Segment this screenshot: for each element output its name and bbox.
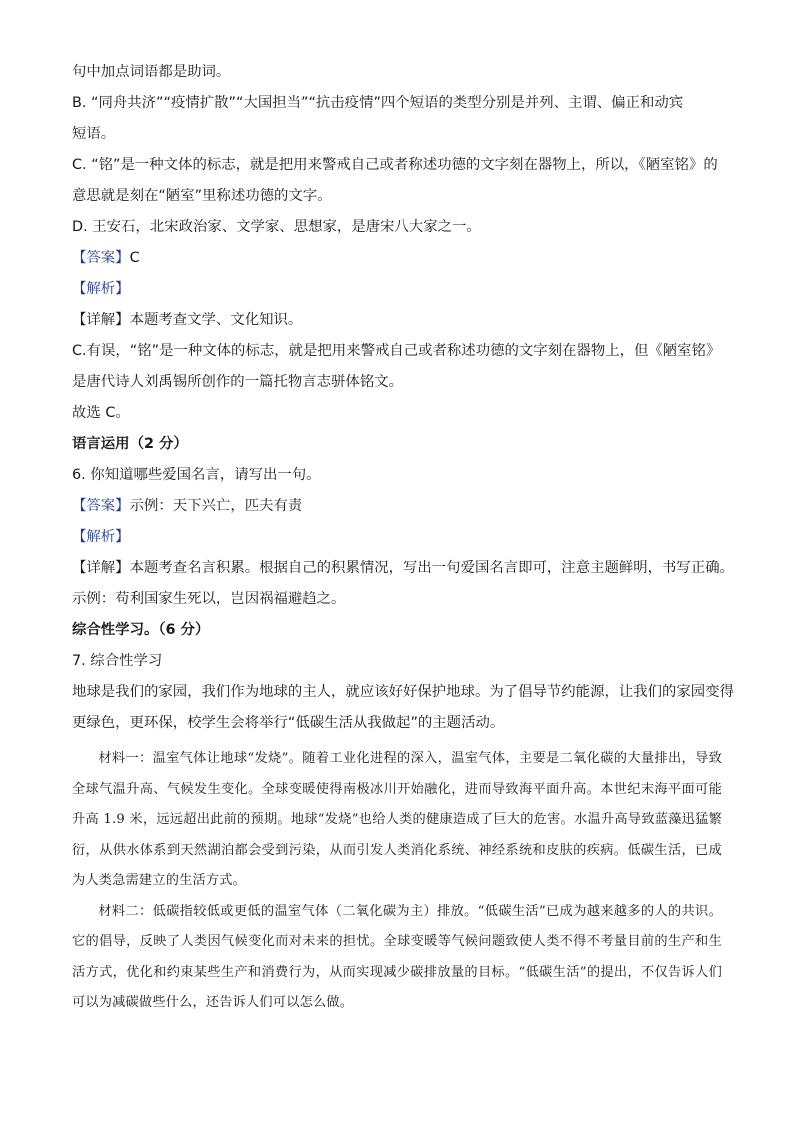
detail-tag: 【详解】 [72, 312, 130, 328]
material-1: 材料一：温室气体让地球“发烧”。随着工业化进程的深入，温室气体，主要是二氧化碳的大量排出，导致全球气温升高、气候发生变化。全球变暖使得南极冰川开始融化，进而导致海平面升高。本世纪末海平面可能升高 1.9 米，远远超出此前的预期。地球“发烧”也给人类的健康造成了巨大的危害。水温升高导致蓝藻迅猛繁衍，从供水体系到天然湖泊都会受到污染，从而引发人类消化系统、神经系统和皮肤的疾病。低碳生活，已成为人类急需建立的生活方式。 [72, 751, 722, 888]
detail-explanation-line-1: C.有误，“铭”是一种文体的标志，就是把用来警戒自己或者称述功德的文字刻在器物上，但《陋室铭》 [72, 343, 721, 359]
detail-text-2: 本题考查名言积累。根据自己的积累情况，写出一句爱国名言即可，注意主题鲜明，书写正确。 [129, 560, 734, 576]
answer-value-2: 示例：天下兴亡，匹夫有责 [129, 498, 303, 514]
document-page [72, 62, 734, 1019]
question-6: 6. 你知道哪些爱国名言，请写出一句。 [72, 467, 321, 483]
answer-value: C [129, 250, 140, 266]
materials-block [72, 744, 722, 1019]
answer-line [72, 248, 722, 268]
detail-tag-2: 【详解】 [72, 560, 130, 576]
answer-line-2 [72, 496, 722, 516]
question-7-intro-2: 更绿色，更环保，校学生会将举行“低碳生活从我做起”的主题活动。 [72, 715, 505, 731]
section-heading-comprehensive: 综合性学习。（6 分） [72, 622, 210, 638]
option-c-line-2: 意思就是刻在“陋室”里称述功德的文字。 [72, 188, 332, 204]
option-b-line-2: 短语。 [72, 126, 116, 142]
option-b-line-1: B. “同舟共济”“疫情扩散”“大国担当”“抗击疫情”四个短语的类型分别是并列、主谓、偏正和动宾 [72, 95, 684, 111]
question-7-intro-1: 地球是我们的家园，我们作为地球的主人，就应该好好保护地球。为了倡导节约能源，让我们的家园变得 [72, 684, 734, 700]
answer-tag-2: 【答案】 [72, 498, 130, 514]
example-line: 示例：苟利国家生死以，岂因祸福避趋之。 [72, 591, 346, 607]
text-line: 句中加点词语都是助词。 [72, 64, 231, 80]
detail-text: 本题考查文学、文化知识。 [129, 312, 303, 328]
material-2: 材料二：低碳指较低或更低的温室气体（二氧化碳为主）排放。“低碳生活”已成为越来越多的人的共识。它的倡导，反映了人类因气候变化而对未来的担忧。全球变暖等气候问题致使人类不得不考量目前的生产和生活方式，优化和约束某些生产和消费行为，从而实现减少碳排放量的目标。“低碳生活”的提出，不仅告诉人们可以为减碳做些什么，还告诉人们可以怎么做。 [72, 903, 722, 1010]
analysis-tag: 【解析】 [72, 281, 130, 297]
analysis-line [72, 279, 722, 299]
question-7: 7. 综合性学习 [72, 653, 163, 669]
detail-line [72, 310, 722, 330]
option-c-line-1: C. “铭”是一种文体的标志，就是把用来警戒自己或者称述功德的文字刻在器物上，所以，《陋室铭》的 [72, 157, 718, 173]
analysis-line-2 [72, 527, 722, 547]
option-d-line: D. 王安石，北宋政治家、文学家、思想家，是唐宋八大家之一。 [72, 219, 481, 235]
section-heading-language: 语言运用（2 分） [72, 436, 188, 452]
analysis-tag-2: 【解析】 [72, 529, 130, 545]
answer-tag: 【答案】 [72, 250, 130, 266]
detail-line-2 [72, 558, 734, 578]
detail-explanation-line-2: 是唐代诗人刘禹锡所创作的一篇托物言志骈体铭文。 [72, 374, 403, 390]
conclusion-line: 故选 C。 [72, 405, 130, 421]
